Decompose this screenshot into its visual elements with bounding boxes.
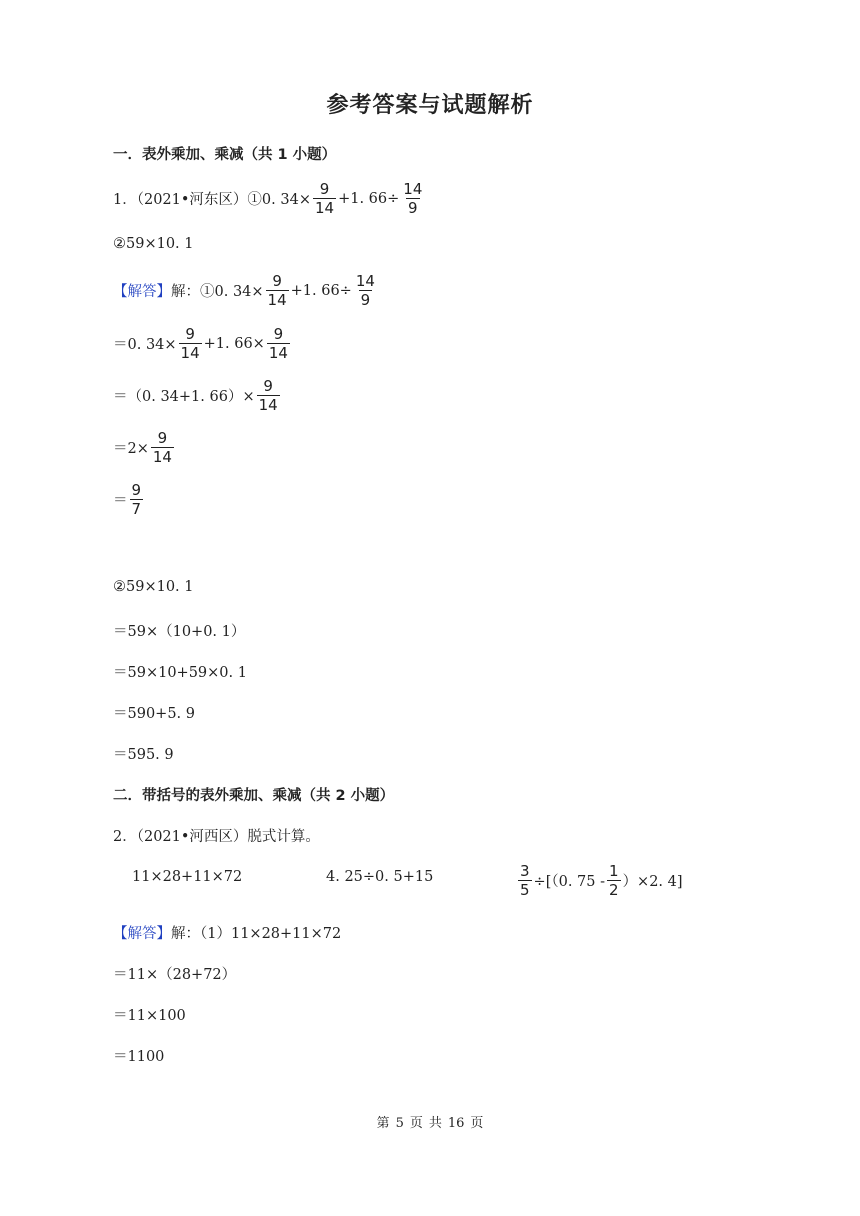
denominator: 14 [314, 199, 335, 217]
answer-tag: 【解答】 [113, 284, 171, 300]
denominator: 14 [180, 344, 200, 362]
answer-2-step-2: ＝11×100 [113, 1008, 186, 1024]
answer-1-line [113, 272, 379, 309]
answer-mid: +1. 66÷ [290, 282, 352, 299]
numerator: 9 [272, 272, 282, 290]
total-pages: 16 [447, 1116, 465, 1131]
answer-tag: 【解答】 [113, 926, 171, 942]
expression-3 [516, 862, 683, 899]
answer-text: 解：（1）11×28+11×72 [171, 926, 342, 942]
denominator: 9 [408, 199, 418, 217]
footer-text: 页 [470, 1116, 484, 1131]
fraction [354, 272, 377, 309]
step-2 [113, 377, 282, 414]
numerator: 9 [319, 180, 330, 198]
q1-prefix: 1．（2021•河东区）①0. 34× [113, 192, 311, 208]
step-4 [113, 481, 145, 518]
fraction [401, 180, 424, 217]
numerator: 9 [185, 325, 195, 343]
step-1 [113, 325, 292, 362]
part-2-line-4: ＝590+5. 9 [113, 706, 195, 722]
numerator: 14 [355, 272, 375, 290]
fraction [266, 272, 289, 309]
q1-mid: +1. 66÷ [338, 190, 400, 207]
expression-1: 11×28+11×72 [132, 869, 243, 885]
fraction [313, 180, 336, 217]
answer-2-step-1: ＝11×（28+72） [113, 967, 237, 983]
part-2-line-3: ＝59×10+59×0. 1 [113, 665, 247, 681]
answer-prefix: 解：①0. 34× [171, 284, 264, 300]
numerator: 3 [520, 862, 530, 880]
fraction [179, 325, 202, 362]
numerator: 14 [403, 180, 423, 198]
step-text: +1. 66× [203, 335, 265, 352]
page-number: 5 [395, 1116, 404, 1131]
page-title: 参考答案与试题解析 [326, 93, 534, 118]
question-1 [113, 180, 426, 217]
answer-2-step-3: ＝1100 [113, 1049, 165, 1065]
footer-text: 共 [428, 1116, 442, 1131]
denominator: 14 [268, 344, 288, 362]
numerator: 9 [131, 481, 142, 499]
denominator: 14 [258, 396, 278, 414]
step-3 [113, 429, 176, 466]
answer-2-line [113, 922, 341, 943]
page-footer [0, 1112, 860, 1131]
step-text: ＝ [113, 493, 128, 509]
expression-text: ）×2. 4] [622, 874, 683, 890]
fraction [130, 481, 144, 518]
fraction [151, 429, 174, 466]
question-1-part-2: ②59×10. 1 [113, 236, 194, 252]
step-text: ＝0. 34× [113, 337, 177, 353]
numerator: 1 [609, 862, 619, 880]
denominator: 2 [609, 881, 619, 899]
fraction [267, 325, 290, 362]
part-2-line-5: ＝595. 9 [113, 747, 174, 763]
section-2-heading: 二．带括号的表外乘加、乘减（共 2 小题） [113, 788, 395, 804]
footer-text: 页 [409, 1116, 423, 1131]
question-2: 2．（2021•河西区）脱式计算。 [113, 829, 320, 845]
fraction [257, 377, 280, 414]
denominator: 7 [131, 500, 142, 518]
expression-text: ÷[（0. 75 - [533, 874, 606, 890]
step-text: ＝2× [113, 441, 149, 457]
part-2-line-1: ②59×10. 1 [113, 579, 194, 595]
fraction [518, 862, 532, 899]
denominator: 14 [152, 448, 172, 466]
numerator: 9 [263, 377, 273, 395]
part-2-line-2: ＝59×（10+0. 1） [113, 624, 246, 640]
numerator: 9 [273, 325, 284, 343]
numerator: 9 [157, 429, 168, 447]
expression-2: 4. 25÷0. 5+15 [326, 869, 434, 885]
denominator: 9 [360, 291, 371, 309]
denominator: 5 [520, 881, 530, 899]
denominator: 14 [267, 291, 287, 309]
fraction [607, 862, 621, 899]
step-text: ＝（0. 34+1. 66）× [113, 389, 255, 405]
footer-text: 第 [376, 1116, 390, 1131]
section-1-heading: 一．表外乘加、乘减（共 1 小题） [113, 147, 337, 163]
